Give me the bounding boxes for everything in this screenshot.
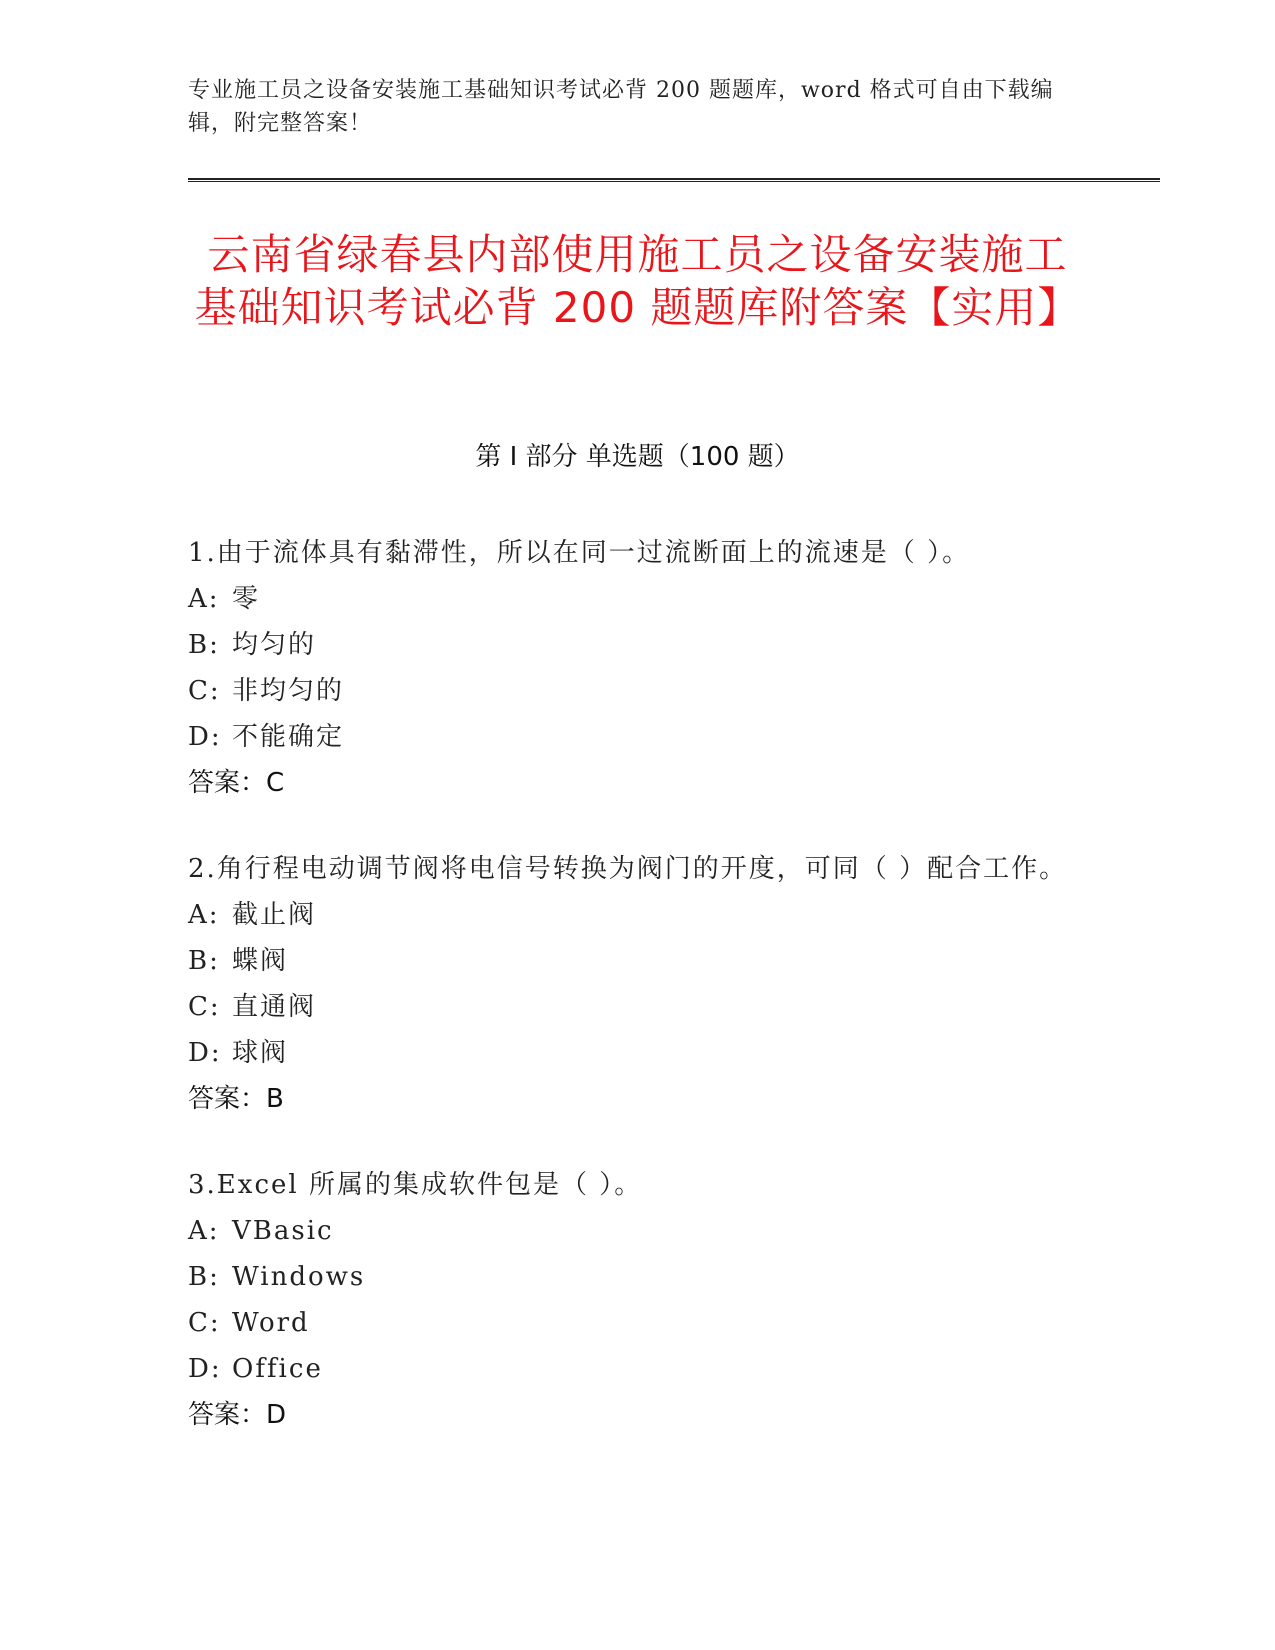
question-item bbox=[188, 1162, 1088, 1438]
option-text: 直通阀 bbox=[232, 992, 317, 1022]
option-text: 不能确定 bbox=[232, 722, 345, 752]
option-c bbox=[188, 984, 1088, 1030]
option-c bbox=[188, 1300, 1088, 1346]
option-key: C: bbox=[188, 992, 221, 1022]
question-item bbox=[188, 530, 1088, 806]
answer-line: 答案：B bbox=[188, 1084, 284, 1114]
option-text: 球阀 bbox=[232, 1038, 289, 1068]
document-title: 云南省绿春县内部使用施工员之设备安装施工基础知识考试必背 200 题题库附答案【实用】 bbox=[194, 230, 1081, 332]
option-b bbox=[188, 622, 1088, 668]
option-d bbox=[188, 714, 1088, 760]
option-a bbox=[188, 892, 1088, 938]
option-b bbox=[188, 938, 1088, 984]
answer-line: 答案：C bbox=[188, 768, 285, 798]
header-divider bbox=[188, 178, 1160, 182]
option-key: A: bbox=[188, 584, 220, 614]
answer-line: 答案：D bbox=[188, 1400, 287, 1430]
option-d bbox=[188, 1346, 1088, 1392]
question-stem: 2.角行程电动调节阀将电信号转换为阀门的开度，可同（ ）配合工作。 bbox=[188, 854, 1068, 884]
option-key: D: bbox=[188, 1038, 222, 1068]
option-key: B: bbox=[188, 630, 220, 660]
option-c bbox=[188, 668, 1088, 714]
option-text: Office bbox=[232, 1354, 323, 1384]
option-text: 蝶阀 bbox=[232, 946, 289, 976]
question-stem: 3.Excel 所属的集成软件包是（ ）。 bbox=[188, 1170, 643, 1200]
option-b bbox=[188, 1254, 1088, 1300]
header-note: 专业施工员之设备安装施工基础知识考试必背 200 题题库，word 格式可自由下载编辑，附完整答案！ bbox=[188, 78, 1054, 136]
option-a bbox=[188, 1208, 1088, 1254]
option-d bbox=[188, 1030, 1088, 1076]
option-text: 均匀的 bbox=[232, 630, 317, 660]
section-heading: 第 I 部分 单选题（100 题） bbox=[475, 442, 800, 472]
option-text: Word bbox=[232, 1308, 310, 1338]
option-key: D: bbox=[188, 1354, 222, 1384]
question-item bbox=[188, 846, 1088, 1122]
option-key: C: bbox=[188, 1308, 221, 1338]
option-text: 截止阀 bbox=[232, 900, 317, 930]
option-key: A: bbox=[188, 900, 220, 930]
option-text: Windows bbox=[232, 1262, 366, 1292]
question-list bbox=[188, 530, 1088, 1478]
option-key: B: bbox=[188, 946, 220, 976]
option-key: A: bbox=[188, 1216, 220, 1246]
option-key: C: bbox=[188, 676, 221, 706]
option-text: 非均匀的 bbox=[232, 676, 345, 706]
option-text: 零 bbox=[232, 584, 261, 614]
option-text: VBasic bbox=[232, 1216, 334, 1246]
option-a bbox=[188, 576, 1088, 622]
question-stem: 1.由于流体具有黏滞性，所以在同一过流断面上的流速是（ ）。 bbox=[188, 538, 971, 568]
option-key: D: bbox=[188, 722, 222, 752]
option-key: B: bbox=[188, 1262, 220, 1292]
